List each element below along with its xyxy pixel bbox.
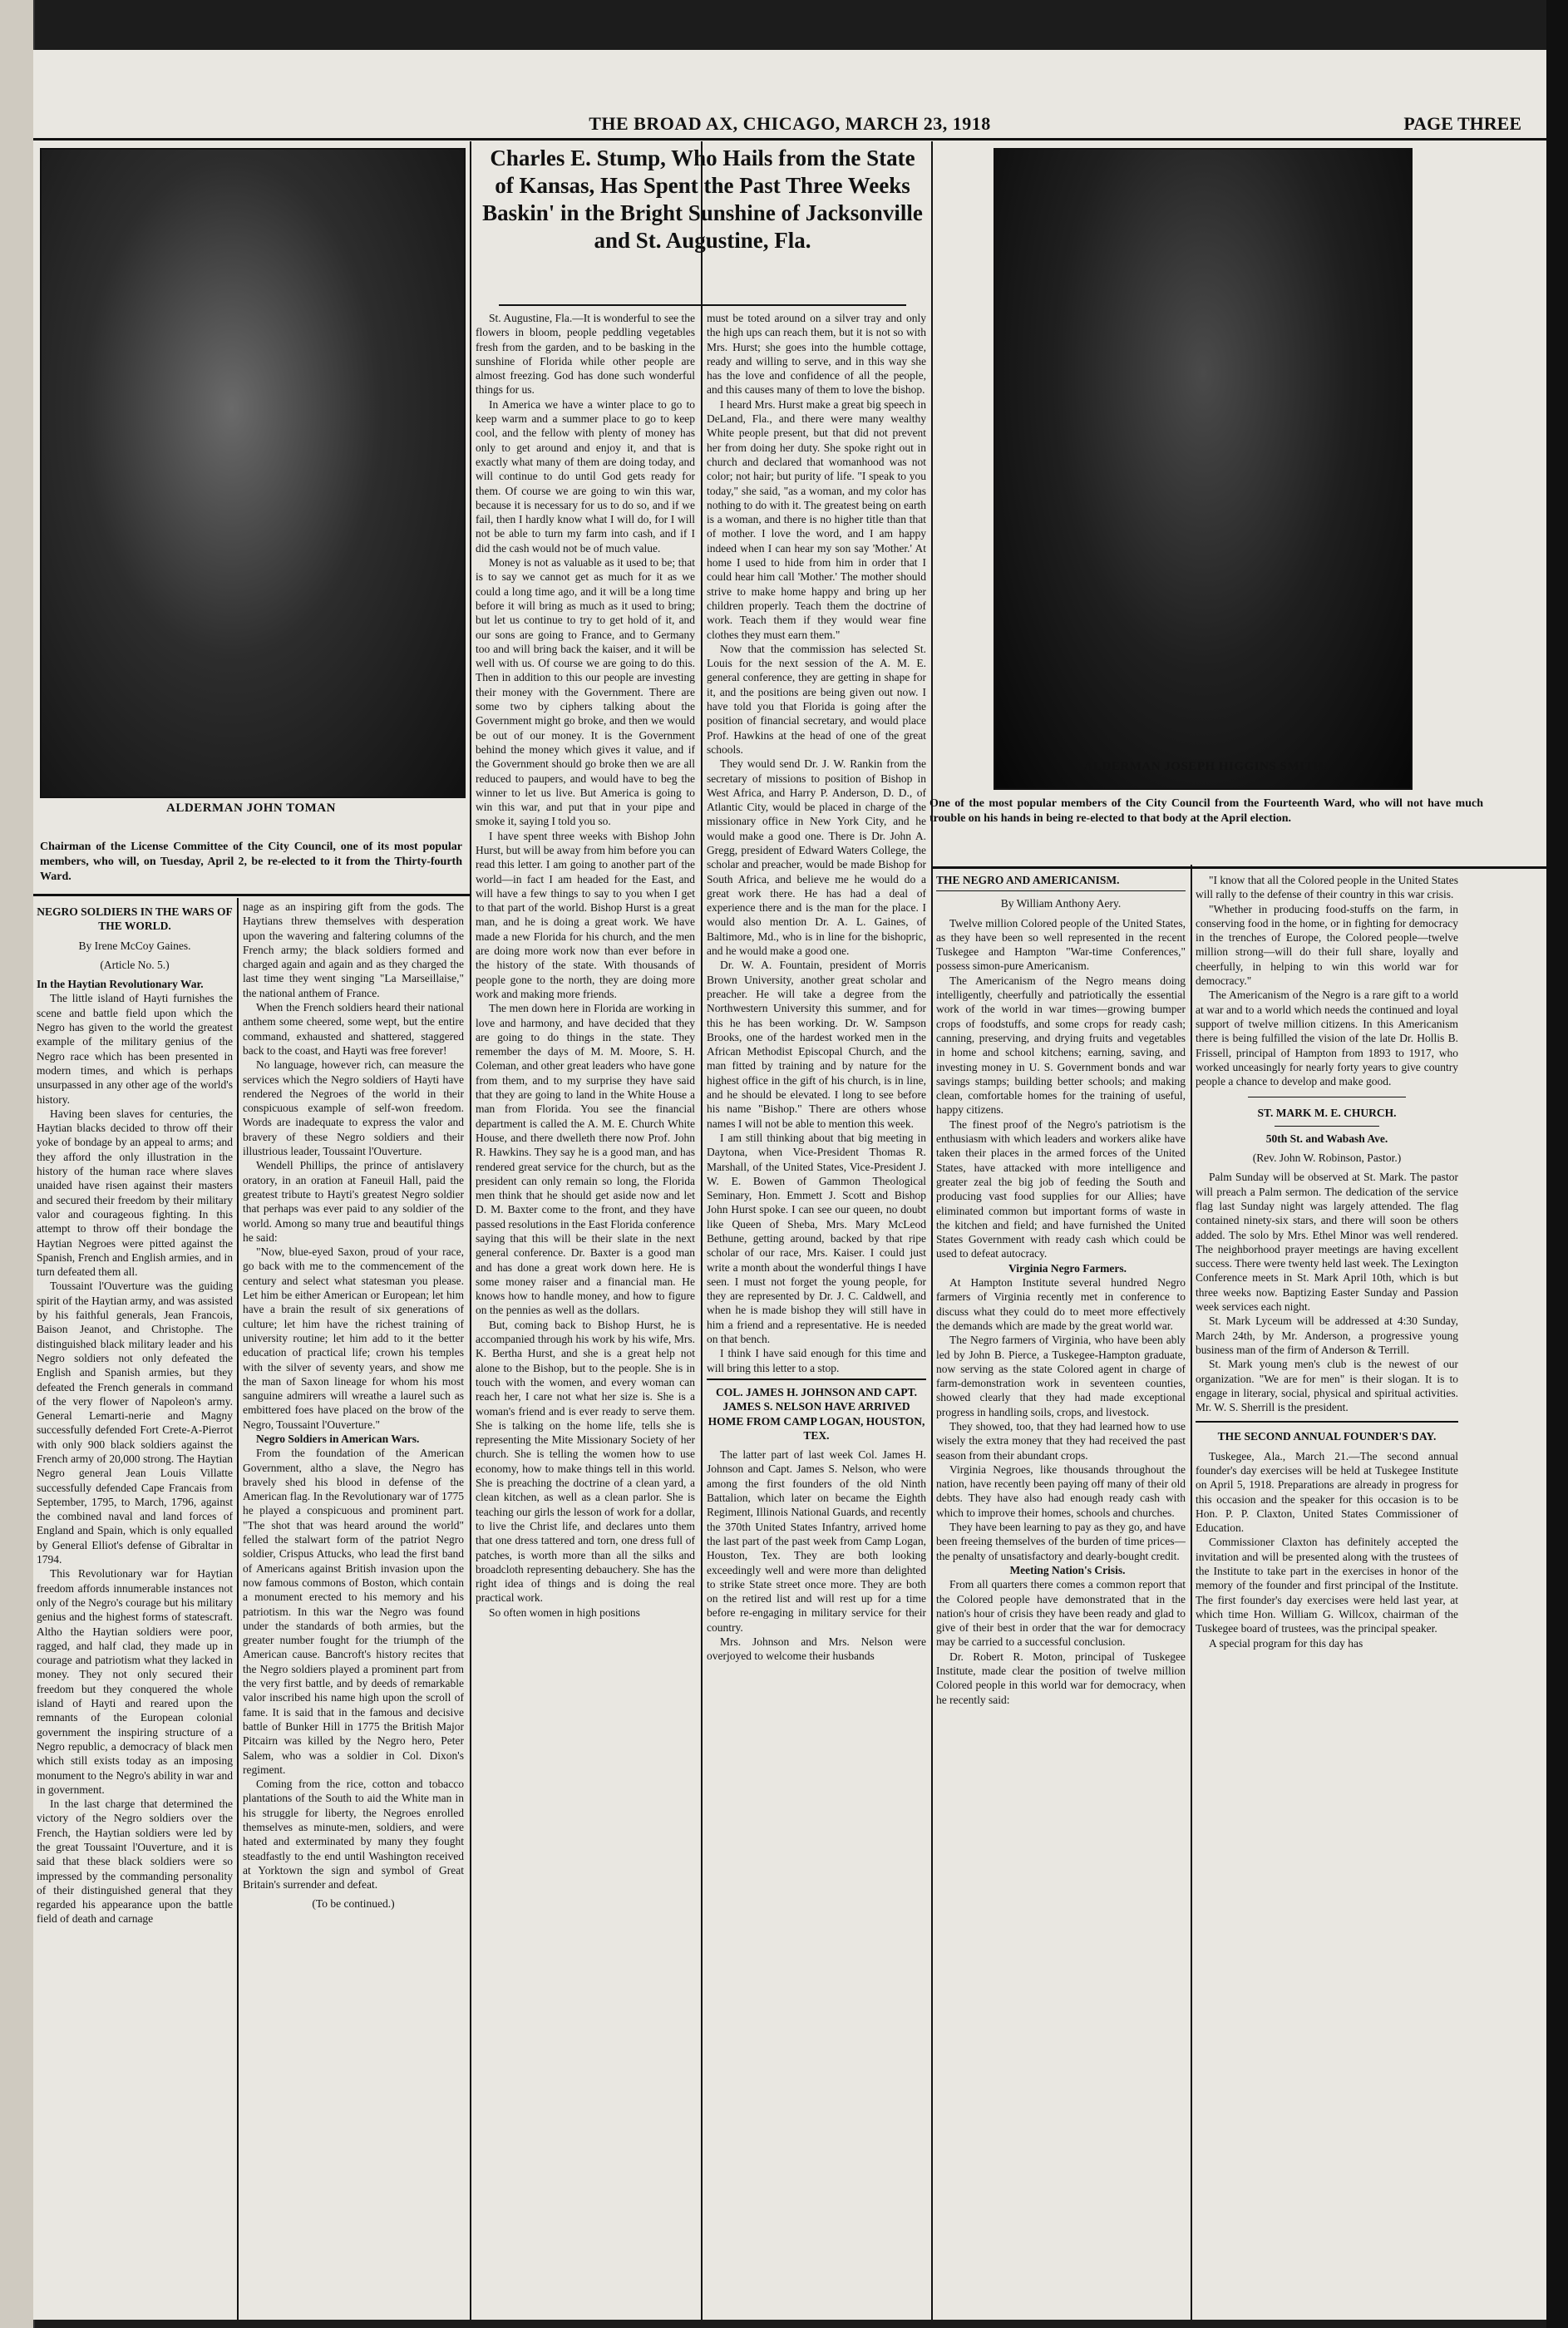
headline-rule	[499, 304, 906, 306]
column-rule	[1191, 865, 1192, 2320]
column-rule	[701, 141, 703, 2320]
paragraph: Palm Sunday will be observed at St. Mark. The pastor will preach a Palm sermon. The dedication of the service flag last Sunday night was largely attended. The flag contained ninety-six stars, and there will soon be others added. The solo by Mrs. Ethel Minor was well rendered. The neighborhood prayer meetings are having excellent success. There were twenty held last week. The Lexington Conference meets in St. Mark April 10th, which is but three weeks now. Baptizing Easter Sunday and Passion week services each night.	[1196, 1171, 1458, 1314]
paragraph: No language, however rich, can measure the services which the Negro soldiers of Hayti have rendered the Negroes of the world in their conspicuous example of self-won freedom. Words are inadequate to express the valor and bravery of these Negro soldiers and their illustrious leader, Toussaint l'Ouverture.	[243, 1058, 464, 1158]
soldiers-subhead-haytian: In the Haytian Revolutionary War.	[37, 978, 204, 991]
paragraph: "I know that all the Colored people in the United States will rally to the defense of their country in this war crisis.	[1196, 874, 1458, 901]
headline-rule	[1275, 1126, 1379, 1127]
paragraph: From all quarters there comes a common report that the Colored people have demonstrated that in the nation's hour of crisis they have been ready and glad to give of their best in order that the war for democracy may be carried to a successful conclusion.	[936, 1578, 1186, 1649]
paragraph: They showed, too, that they had learned how to use wisely the extra money that they had received the past season from their abundant crops.	[936, 1419, 1186, 1462]
soldiers-column-2	[243, 900, 464, 2313]
section-rule	[931, 866, 1546, 869]
soldiers-column-1	[37, 900, 233, 2313]
paragraph: The finest proof of the Negro's patriotism is the enthusiasm with which leaders and workers alike have taken their places in the armed forces of the United States, have attacked with more intelligence and greater zeal the big job of feeding the South and producing vast food supplies for our Allies; have eliminated common but important forms of waste in the kitchen and field; and have furnished the United States Government with ready cash which could be used to defeat autocracy.	[936, 1117, 1186, 1260]
church-pastor: (Rev. John W. Robinson, Pastor.)	[1252, 1152, 1402, 1165]
portrait-joseph-higgins-smith	[994, 148, 1413, 790]
church-address: 50th St. and Wabash Ave.	[1265, 1132, 1388, 1145]
stump-column-2	[707, 311, 926, 2315]
paragraph: The Americanism of the Negro means doing intelligently, cheerfully and patriotically the essential work of the world in war times—growing bumper crops of foodstuffs, and some crops for ready cash; canning, preserving, and drying fruits and vegetables in home and school kitchens; earning, saving, and investing money in U. S. Government bonds and war savings stamps; building better schools; and making clean, comfortable homes for the training of useful, happy citizens.	[936, 974, 1186, 1117]
paragraph: In America we have a winter place to go to keep warm and a summer place to go to keep cool, and the fellow with plenty of money has only to get around and enjoy it, and that is exactly what many of them are doing today, and will continue to do until God gets ready for them. Of course we are going to win this war, because it is necessary for us to do so, and if we fail, then I hardly know what I will do, for I will not be able to turn my farm into cash, and if I did the cash would not be of much value.	[476, 397, 695, 555]
paragraph: Twelve million Colored people of the United States, as they have been so well represented in the recent Tuskegee and Hampton "War-time Conferences," possess simon-pure Americanism.	[936, 916, 1186, 973]
column-rule	[237, 898, 239, 2320]
paragraph: They have been learning to pay as they go, and have been freeing themselves of the burden of time prices—the penalty of unsatisfactory and dearly-bought credit.	[936, 1521, 1186, 1562]
to-be-continued: (To be continued.)	[312, 1897, 395, 1911]
paragraph: I heard Mrs. Hurst make a great big speech in DeLand, Fla., and there were many wealthy White people present, but that did not prevent her from doing her duty. She spoke right out in church and declared that womanhood was not color; not hair; but purity of life. "I speak to you today," she said, "as a woman, and my color has nothing to do with it. The greatest being on earth is a woman, and there is no higher title than that of mother. I love the word, and I am happy indeed when I can hear my son say 'Mother.' At home I used to hide from him in order that I could hear him call 'Mother.' The mother should strive to make home happy and bring up her children properly. Teach them the doctrine of work. Teach them if they would wear fine clothes they must earn them."	[707, 397, 926, 641]
aery-subhead-virginia: Virginia Negro Farmers.	[1008, 1261, 1127, 1275]
paragraph: St. Mark Lyceum will be addressed at 4:30 Sunday, March 24th, by Mr. Anderson, a progressive young business man of the firm of Anderson & Terrill.	[1196, 1314, 1458, 1356]
paragraph: From the foundation of the American Government, altho a slave, the Negro has bravely shed his blood in defense of the American flag. In the Revolutionary war of 1775 he played a conspicuous and prominent part. "The shot that was heard around the world" felled the stalwart form of the patriot Negro soldier, Crispus Attucks, who lead the first band of Americans against British invasion upon the now famous commons of Boston, which contain a monument erected to his memory and his patriotism. In this war the Negro was found under the standards of both armies, but the greater number fought for the triumph of the American cause. Bancroft's history recites that the Negro soldiers played a prominent part from the very first battle, and by deeds of remarkable valor inscribed his name high upon the scroll of fame. It is said that in the famous and decisive battle of Bunker Hill in 1775 the British Major Pitcairn was killed by the Negro hero, Peter Salem, who was a soldier in Col. Dixon's regiment.	[243, 1447, 464, 1776]
paragraph: Commissioner Claxton has definitely accepted the invitation and will be presented along with the trustees of the Institute to take part in the exercises in honor of the memory of the founder and first principal of the Institute. The first founder's day exercises were held last year, at which time Hon. William G. Willcox, chairman of the Tuskegee board of trustees, was the principal speaker.	[1196, 1536, 1458, 1635]
paragraph: "Now, blue-eyed Saxon, proud of your race, go back with me to the commencement of the century and select what statesman you please. Let him be either American or European; let him have a brain the result of six generations of culture; let him have the richest training of university routine; let him add to it the better education of practical life; crown his temples with the silver of seventy years, and show me the man of Saxon lineage for whom his most sanguine admirers will wreathe a laurel such as embittered foes have placed on the brow of the Negro, Toussaint l'Ouverture."	[243, 1245, 464, 1431]
section-rule	[33, 894, 470, 896]
page-number: PAGE THREE	[1403, 113, 1521, 134]
portrait-john-toman	[40, 148, 466, 798]
soldiers-byline: By Irene McCoy Gaines.	[78, 939, 191, 952]
paragraph: At Hampton Institute several hundred Negro farmers of Virginia recently met in conference to discuss what they could do to meet more effectively the demands which are made by the great world war.	[936, 1276, 1186, 1332]
paragraph: The little island of Hayti furnishes the scene and battle field upon which the Negro has given to the world the greatest example of the military genius of the Negro race which has been presented in modern times, and which is perhaps unsurpassed in any other age of the world's history.	[37, 992, 233, 1106]
masthead-rule	[33, 138, 1546, 141]
column-rule	[470, 141, 471, 2320]
paragraph: Dr. W. A. Fountain, president of Morris Brown University, another great scholar and preacher. He will take a degree from the Northwestern University this summer, and for this he has been working. Dr. W. Sampson Brooks, one of the hardest worked men in the African Methodist Episcopal Church, and the man fitted by training and by nature for the highest office in the gift of his church, is in line, and he should be elevated. I long to see before his name "Bishop." There are others whose names I will not be able to mention this week.	[707, 959, 926, 1130]
paragraph: I am still thinking about that big meeting in Daytona, when Vice-President Thomas R. Marshall, of the United States, Vice-President J. W. E. Bowen of Gammon Theological Seminary, Hon. Emmett J. Scott and Bishop John Hurst spoke. I can see our queen, no doubt like Queen of Sheba, Mrs. Mary McLeod Bethune, getting around, backed by that ripe scholar of our race, Mrs. Kaiser. I could just write a month about the wonderful things I have seen. I must not forget the young people, for they are represented by Dr. J. C. Caldwell, and when he is made bishop they will still have in him a friend and a representative. He is needed on that bench.	[707, 1131, 926, 1346]
stump-headline: Charles E. Stump, Who Hails from the State of Kansas, Has Spent the Past Three Weeks Baskin' in the Bright Sunshine of Jacksonville and St. Augustine, Fla.	[482, 146, 923, 253]
paragraph: But, coming back to Bishop Hurst, he is accompanied through his work by his wife, Mrs. K. Bertha Hurst, and she is a great help not alone to the Bishop, but to the people. She is in touch with the women, and every woman can reach her, I care not what her size is. She is a woman's friend and is ever ready to serve them. She is talking on the home life, tells she is representing the Mite Missionary Society of her church. She is telling the women how to use economy, how to make things tell in this world. She is preaching the doctrine of a clean yard, a clean kitchen, as well as a clean parlor. She is teaching our girls the lesson of work for a dollar, to live the Christ life, and declares unto them that one dress tattered and torn, one dress full of patches, is worth more than all the silks and broadcloth representing debauchery. She has the right idea of things and is doing the real practical work.	[476, 1318, 695, 1605]
paragraph: Toussaint l'Ouverture was the guiding spirit of the Haytian army, and was assisted by his faithful generals, Jean Francois, Baison Jeanot, and Christophe. The distinguished black military leader and his Negro soldiers not only defeated the English and Spanish armies, but they defeated the French generals in command of the very flower of Napoleon's army. General Lemarti-nerie and Magny successfully defended Fort Crete-A-Pierrot with only 900 black soldiers against the French army of 20,000 strong. The Haytian Negro general Jean Louis Villatte successfully defended Cape Francais from September, 1795, to March, 1796, against the combined naval and land forces of England and Spain, which is only equalled by General Elliot's defense of Gibraltar in 1794.	[37, 1280, 233, 1566]
paragraph: Coming from the rice, cotton and tobacco plantations of the South to aid the White man in his struggle for liberty, the Negroes enrolled themselves as minute-men, soldiers, and were hated and exterminated by many they fought steadfastly to the end until Washington received at Yorktown the sign and symbol of Great Britain's surrender and defeat.	[243, 1778, 464, 1892]
paragraph: The Americanism of the Negro is a rare gift to a world at war and to a world which needs the continued and loyal support of twelve million citizens. In this Americanism there is being fulfilled the vision of the late Dr. Hollis B. Frissell, principal of Hampton from 1893 to 1917, who worked unceasingly for nearly forty years to give country people a chance to develop and make good.	[1196, 989, 1458, 1088]
subcaption-joseph-higgins-smith: One of the most popular members of the City Council from the Fourteenth Ward, who will not have much trouble on his hands in being re-elected to that body at the April election.	[929, 797, 1483, 825]
caption-john-toman: ALDERMAN JOHN TOMAN	[166, 801, 336, 815]
newspaper-page	[33, 50, 1546, 2320]
paragraph: The men down here in Florida are working in love and harmony, and have decided that they are going to do things in the state. They remember the days of M. M. Moore, S. H. Coleman, and other great leaders who have gone from them, and to my surprise they have said that they are going to land in the White House a man from Florida. You see the financial department is called the A. M. E. Church White House, and there dwelleth there now Prof. John R. Hawkins. They say he is a good man, and has rendered great service for the church, but as the president can only remain so long, the Florida men think that he should get aside now and let D. M. Baxter come to the front, and they have passed resolutions in the East Florida conference saying that this will be their slate in the next general conference. Dr. Baxter is a good man and has done a great work down here. He is some money raiser and a financial man. He knows how to handle money, and how to figure on the pennies as well as the dollars.	[476, 1002, 695, 1317]
soldiers-subhead-american: Negro Soldiers in American Wars.	[256, 1432, 420, 1445]
article-rule	[1196, 1421, 1458, 1423]
paragraph: St. Augustine, Fla.—It is wonderful to see the flowers in bloom, people peddling vegetables fresh from the garden, and to be basking in the sunshine of Florida while other people are almost freezing. God has done such wonderful things for us.	[476, 312, 695, 397]
paragraph: So often women in high positions	[489, 1605, 640, 1619]
founders-headline: THE SECOND ANNUAL FOUNDER'S DAY.	[1217, 1430, 1437, 1443]
paragraph: Now that the commission has selected St. Louis for the next session of the A. M. E. general conference, they are getting in shape for it, and the positions are being given out now. I have told you that Florida is going after the position of financial secretary, and would place Prof. Hawkins at the head of one of the great schools.	[707, 642, 926, 756]
masthead	[33, 108, 1546, 138]
right-column	[1196, 873, 1458, 2315]
paragraph: Money is not as valuable as it used to be; that is to say we cannot get as much for it as we could a long time ago, and it will be a long time before it will bring as much as it used to bring; but let us continue to try to get hold of it, and our sons are going to France, and to Germany too and will bring back the kaiser, and it will be well with us. Of course we are going to do this. Then in addition to this our people are investing their money with the Government. There are some two by ciphers talking about the Government might go broke, and then we would be out of our money. It is the Government behind the money which gives it value, and if the Government should go broke then we are all reduced to paupers, and would have to beg the winner to let us live. But America is going to win this war, and put that in your pipe and smoke it, saying I told you so.	[476, 556, 695, 828]
aery-subhead-crisis: Meeting Nation's Crisis.	[1009, 1563, 1126, 1576]
church-headline: ST. MARK M. E. CHURCH.	[1257, 1107, 1397, 1120]
paragraph: Tuskegee, Ala., March 21.—The second annual founder's day exercises will be held at Tuskegee Institute on April 5, 1918. Preparations are already in progress for this occasion and the speaker for this occasion is to be Hon. P. P. Claxton, United States Commissioner of Education.	[1196, 1449, 1458, 1535]
paragraph: Virginia Negroes, like thousands throughout the nation, have recently been paying off many of their old debts. They have also had enough ready cash with which to improve their homes, schools and churches.	[936, 1462, 1186, 1519]
soldiers-headline: NEGRO SOLDIERS IN THE WARS OF THE WORLD.	[37, 905, 233, 933]
paragraph: The latter part of last week Col. James H. Johnson and Capt. James S. Nelson, who were among the first founders of the old Ninth Battalion, which later on became the Eighth Regiment, Illinois National Guards, and recently the 370th United States Infantry, arrived home the last part of the past week from Camp Logan, Houston, Tex. They are both looking exceedingly well and were more than delighted to strike State street once more. They are both on the retired list and will rest up for a time before re-engaging in military service for their country.	[707, 1448, 926, 1634]
paragraph: must be toted around on a silver tray and only the high ups can reach them, but it is not so with Mrs. Hurst; she goes into the humble cottage, ready and willing to serve, and in this way she has the love and confidence of all the people, and this causes many of them to love the bishop.	[707, 312, 926, 397]
paragraph: Dr. Robert R. Moton, principal of Tuskegee Institute, made clear the position of twelve million Colored people in this world war for democracy, when he recently said:	[936, 1650, 1186, 1706]
paragraph: The Negro farmers of Virginia, who have been ably led by John B. Pierce, a Tuskegee-Hampton graduate, now serving as the state Colored agent in charge of farm-demonstration work in seventeen counties, showed clearly that they had made exceptional progress in handling soils, crops, and livestock.	[936, 1334, 1186, 1418]
paragraph: In the last charge that determined the victory of the Negro soldiers over the French, the Haytian soldiers were led by the great Toussaint l'Ouverture, and it is said that these black soldiers were so impressed by the commanding personality of their distinguished general that they regarded his appearance upon the battle field of death and carnage	[37, 1798, 233, 1926]
paragraph: I think I have said enough for this time and will bring this letter to a stop.	[707, 1347, 926, 1374]
right-page-edge	[1546, 0, 1568, 2328]
aery-headline: THE NEGRO AND AMERICANISM.	[936, 874, 1120, 886]
paragraph: nage as an inspiring gift from the gods. The Haytians threw themselves with desperation upon the wavering and faltering columns of the French army; the black soldiers formed and charged again and again and as they charged the last time they went singing "La Marseillaise," the national anthem of France.	[243, 900, 464, 999]
headline-rule	[936, 890, 1186, 891]
left-page-edge	[0, 0, 35, 2328]
paragraph: A special program for this day has	[1209, 1636, 1363, 1650]
masthead-title: THE BROAD AX, CHICAGO, MARCH 23, 1918	[589, 113, 991, 134]
soldiers-article-number: (Article No. 5.)	[100, 958, 170, 971]
aery-column-1	[936, 873, 1186, 2315]
paragraph: Mrs. Johnson and Mrs. Nelson were overjoyed to welcome their husbands	[707, 1635, 926, 1663]
aery-byline: By William Anthony Aery.	[1000, 897, 1122, 910]
johnson-headline: COL. JAMES H. JOHNSON AND CAPT. JAMES S. NELSON HAVE ARRIVED HOME FROM CAMP LOGAN, HOUSTON, TEX.	[708, 1385, 925, 1442]
paragraph: They would send Dr. J. W. Rankin from the secretary of missions to position of Bishop in West Africa, and Harry P. Anderson, D. D., of Atlantic City, would be placed in charge of the missionary office in New York City, and he would make a good one. There is Dr. John A. Gregg, president of Edward Waters College, the scholar and preacher, would be made Bishop for South Africa, and believe me he would do a great work there. He has had a deal of experience there and is the man for the place. I would also mention Dr. A. L. Gaines, of Baltimore, Md., who is in line for the bishopric, and he would make a good one.	[707, 757, 926, 958]
article-rule	[707, 1379, 926, 1380]
paragraph: This Revolutionary war for Haytian freedom affords innumerable instances not only of the Negro's courage but his military genius and the highest forms of statescraft. Altho the Haytian soldiers were poor, ragged, and half clad, they made up in courage and patriotism what they lacked in money. They not only secured their freedom but they conquered the whole island of Hayti and reared upon the remnants of the European colonial government the inspiring structure of a Negro republic, a democracy of black men which still exists today as an imposing monument to the Negro's ability in war and in government.	[37, 1567, 233, 1796]
paragraph: "Whether in producing food-stuffs on the farm, in conserving food in the home, or in fighting for democracy in the trenches of Europe, the Colored people—twelve million strong—will do their full share, loyally and cheerfully, in helping to win this world war for democracy."	[1196, 902, 1458, 988]
paragraph: When the French soldiers heard their national anthem some cheered, some wept, but the entire command, exhausted and shattered, staggered back to the coast, and Hayti was free forever!	[243, 1001, 464, 1057]
stump-column-1	[476, 311, 695, 2315]
caption-joseph-higgins-smith: ALDERMAN JOSEPH HIGGINS SMITH.	[1083, 760, 1328, 773]
paragraph: St. Mark young men's club is the newest of our organization. "We are for men" is their slogan. It is to engage in literary, social, physical and spiritual activities. Mr. W. S. Sherrill is the president.	[1196, 1358, 1458, 1414]
paragraph: Wendell Phillips, the prince of antislavery oratory, in an oration at Faneuil Hall, paid the greatest tribute to Hayti's greatest Negro soldier that perhaps was ever paid to any soldier of the world. Among so many true and beautiful things he said:	[243, 1159, 464, 1244]
paragraph: Having been slaves for centuries, the Haytian blacks decided to throw off their yoke of bondage by an appeal to arms; and they afford the only illustration in the history of the human race where slaves unaided have risen against their masters and secured their freedom by their military valor and courageous fighting. In this attempt to throw off their bondage the Haytian Negroes were pitted against the Spanish, French and English armies, and in turn defeated them all.	[37, 1107, 233, 1279]
subcaption-john-toman: Chairman of the License Committee of the City Council, one of its most popular members, who will, on Tuesday, April 2, be re-elected to it from the Thirty-fourth Ward.	[40, 841, 462, 883]
column-rule	[931, 141, 933, 2320]
paragraph: I have spent three weeks with Bishop John Hurst, but will be away from him before you can read this letter. I am going to another part of the world—in fact I am headed for the East, and will have a few things to say to you when I get to that part of the world. Bishop Hurst is a great man, and he is doing a great work. We have made a new Florida for his church, and the men are doing more work now than ever before in the history of the state. With thousands of people gone to the north, they are doing more work and making more friends.	[476, 829, 695, 1000]
